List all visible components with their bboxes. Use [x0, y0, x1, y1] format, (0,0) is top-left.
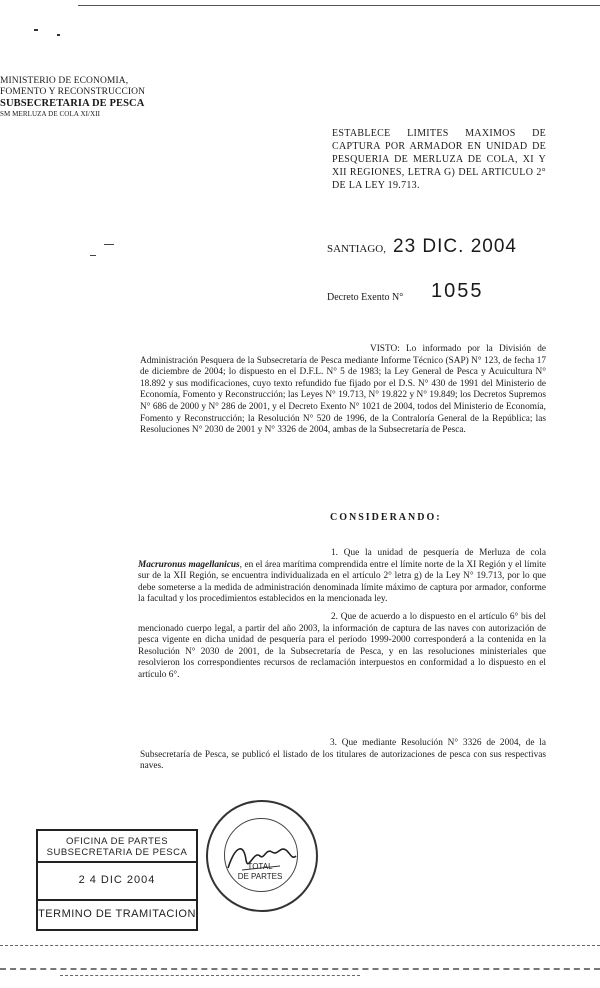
stamp-divider: [38, 861, 196, 863]
considerando-1-intro: 1. Que la unidad de pesquería de Merluza de cola: [331, 548, 546, 558]
top-rule: [78, 5, 600, 6]
species-name: Macruronus magellanicus: [138, 559, 240, 570]
scan-edge: [60, 975, 360, 976]
decree-title: ESTABLECE LIMITES MAXIMOS DE CAPTURA POR ARMADOR EN UNIDAD DE PESQUERIA DE MERLUZA DE COLA, XI Y XII REGIONES, LETRA G) DEL ARTICULO 2° DE LA LEY 19.713.: [332, 128, 546, 191]
stamp-subsecretaria: SUBSECRETARIA DE PESCA: [46, 847, 188, 858]
visto-paragraph: VISTO: Lo informado por la División de Administración Pesquera de la Subsecretaría de Pesca mediante Informe Técnico (SAP) N° 123, de fecha 17 de diciembre de 2004; lo dispuesto en el D.F.L. N° 5 de 1983; la Ley General de Pesca y Acuicultura N° 18.892 y sus modificaciones, cuyo texto refundido fue fijado por el D.S. N° 430 de 1991 del Ministerio de Economía, Fomento y Reconstrucción; las Leyes N° 19.713, N° 19.822 y N° 19.849; los Decretos Supremos N° 686 de 2000 y N° 286 de 2001, y el Decreto Exento N° 1021 de 2004, todos del Ministerio de Economía, Fomento y Reconstrucción; la Resolución N° 520 de 1996, de la Contraloría General de la República; las Resoluciones N° 2030 de 2001 y N° 3326 de 2004, ambas de la Subsecretaría de Pesca.: [140, 344, 546, 436]
stamp-office: OFICINA DE PARTES: [65, 836, 169, 847]
corner-mark: [57, 34, 60, 36]
letterhead: [0, 76, 145, 120]
bottom-rule: [0, 945, 600, 946]
margin-mark: [104, 244, 114, 245]
considerando-3: 3. Que mediante Resolución N° 3326 de 2004, de la Subsecretaría de Pesca, se publicó el listado de los titulares de autorizaciones de pesca con sus respectivas naves.: [140, 738, 546, 772]
ministry-subtitle: FOMENTO Y RECONSTRUCCION: [0, 87, 146, 97]
decree-date: 23 DIC. 2004: [393, 236, 517, 257]
considerando-2: 2. Que de acuerdo a lo dispuesto en el artículo 6° bis del mencionado cuerpo legal, a partir del año 2003, la información de captura de las naves con autorización de pesca vigente en dicha unidad de pesquería para el período 1999-2000 corresponderá a la contenida en la Resolución N° 2030 de 2001, de la Subsecretaría de Pesca, y en las resoluciones ministeriales que resolvieron los correspondientes recursos de reclamación interpuestos en conformidad a lo dispuesto en el artículo 6°.: [138, 612, 546, 680]
ministry-name: MINISTERIO DE ECONOMIA,: [0, 76, 129, 86]
stamp-date: 2 4 DIC 2004: [78, 874, 156, 886]
considerando-1: [138, 548, 546, 606]
decree-number-label: Decreto Exento N°: [327, 292, 404, 303]
subsecretaria-name: SUBSECRETARIA DE PESCA: [0, 98, 145, 109]
office-stamp: [36, 829, 198, 931]
decree-number: 1055: [431, 280, 484, 302]
seal-text-partes: DE PARTES: [237, 872, 283, 881]
stamp-divider: [38, 899, 196, 901]
file-reference: SM MERLUZA DE COLA XI/XII: [0, 110, 101, 118]
place-label: SANTIAGO,: [327, 243, 386, 255]
stamp-status: TERMINO DE TRAMITACION: [38, 908, 196, 920]
considerando-heading: CONSIDERANDO:: [330, 512, 442, 523]
considerando-1-body: , en el área marítima comprendida entre el límite norte de la XI Región y el límite sur de la XII Región, se encuentra individualizada en el artículo 2° letra g) de la Ley N° 19.713, por lo que debe someterse a la medida de administración denominada límite máximo de captura por armador, conforme la facultad y los procedimientos establecidos en la mencionada ley.: [138, 559, 546, 605]
corner-mark: [34, 29, 38, 31]
margin-mark: [90, 255, 96, 256]
seal-text-total: TOTAL: [247, 862, 273, 871]
scan-edge: [0, 968, 600, 970]
